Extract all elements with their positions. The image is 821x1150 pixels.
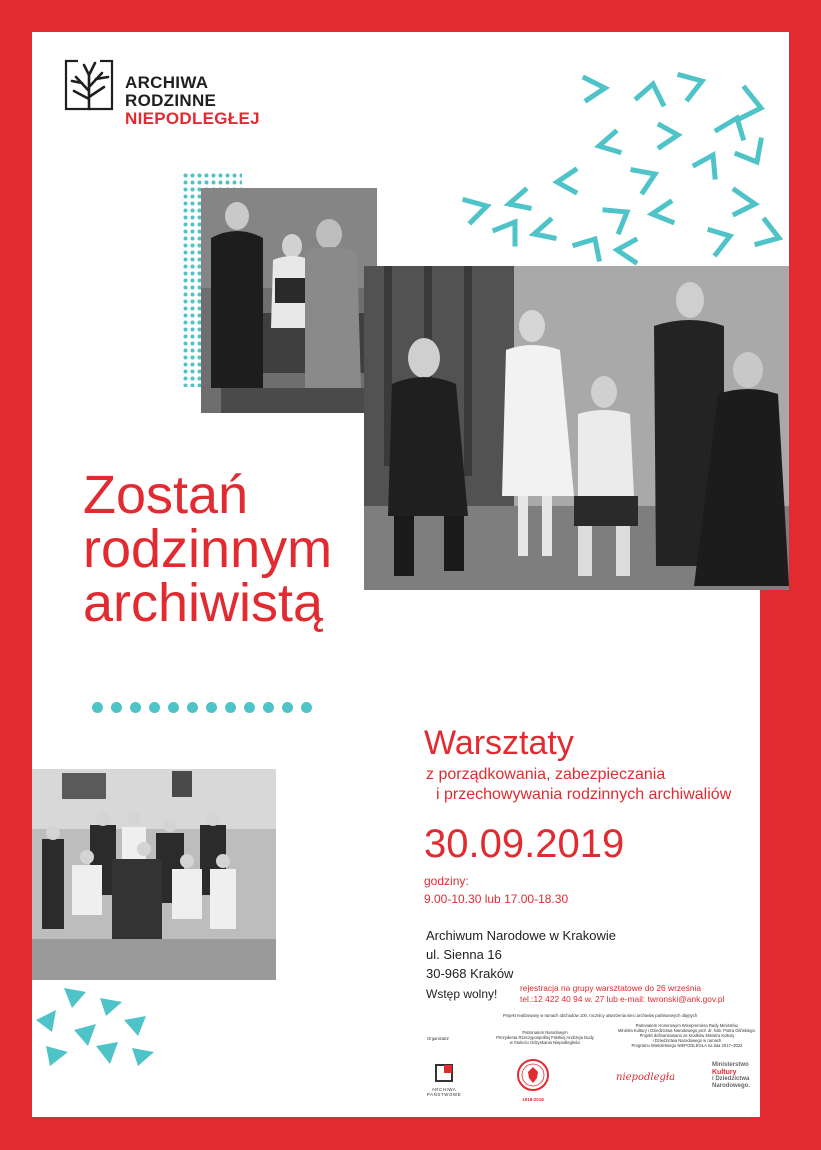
ministry-line-1: Ministerstwo xyxy=(712,1062,749,1068)
logo xyxy=(64,57,114,116)
frame-top xyxy=(0,0,821,32)
teal-triangle-pattern xyxy=(34,980,164,1070)
archiwa-panstwowe-line-2: PAŃSTWOWE xyxy=(426,1092,462,1097)
logo-centenary xyxy=(516,1058,550,1102)
workshop-subtitle-line-1: z porządkowania, zabezpieczania xyxy=(426,766,666,783)
dot xyxy=(263,702,274,713)
patron-minister-line-3: Projekt dofinansowano ze środków Ministra Kultury xyxy=(639,1033,735,1038)
dot xyxy=(92,702,103,713)
dot xyxy=(225,702,236,713)
eagle-emblem-icon xyxy=(516,1058,550,1092)
headline-line-3: archiwistą xyxy=(83,573,324,633)
footer-project-note: Projekt realizowany w ramach obchodów 100. rocznicy utworzenia sieci archiwów państwowych objętych xyxy=(502,1013,698,1018)
dot xyxy=(168,702,179,713)
dot xyxy=(130,702,141,713)
venue xyxy=(426,926,616,983)
photo-family-group xyxy=(364,266,789,590)
logo-text xyxy=(125,74,260,128)
logo-ministry xyxy=(712,1062,750,1090)
patron-national-line-3: w Stuleciu Odzyskania Niepodległości xyxy=(509,1040,581,1045)
workshop-subtitle xyxy=(420,765,740,805)
entry-free: Wstęp wolny! xyxy=(426,987,498,1001)
teal-chevron-pattern xyxy=(455,70,789,270)
photo-family-portrait-1 xyxy=(201,188,377,413)
headline-line-2: rodzinnym xyxy=(83,519,333,579)
dot xyxy=(111,702,122,713)
frame-bottom xyxy=(0,1117,821,1150)
red-band-right xyxy=(760,590,821,1120)
patron-national-line-2: Prezydenta Rzeczypospolitej Polskiej Andrzeja Dudy xyxy=(496,1035,594,1040)
patron-minister-line-4: i Dziedzictwa Narodowego w ramach xyxy=(652,1038,722,1043)
hours-value: 9.00-10.30 lub 17.00-18.30 xyxy=(424,892,569,906)
frame-left xyxy=(0,0,32,1150)
patron-minister-line-5: Programu Wieloletniego NIEPODLEGŁA na lata 2017–2022 xyxy=(631,1043,743,1048)
archiwa-panstwowe-icon xyxy=(435,1064,453,1082)
dot xyxy=(282,702,293,713)
logo-archiwa-panstwowe xyxy=(426,1064,462,1097)
patron-minister-line-1: Patronatem Honorowym Wicepremiera Rady Ministrów, xyxy=(635,1023,739,1028)
footer-organizer-label: Organizator xyxy=(427,1036,449,1041)
logo-niepodlegla: niepodległa xyxy=(616,1072,676,1083)
venue-city: 30-968 Kraków xyxy=(426,966,514,981)
centenary-years: 1918-2018 xyxy=(522,1097,544,1102)
ministry-line-3: i Dziedzictwa xyxy=(712,1076,750,1082)
hours-label: godziny: xyxy=(424,874,469,888)
photo-group-bottom xyxy=(32,769,276,980)
logo-line-3: NIEPODLEGŁEJ xyxy=(125,109,260,128)
dot xyxy=(244,702,255,713)
workshop-subtitle-line-2: i przechowywania rodzinnych archiwaliów xyxy=(436,786,732,803)
tree-icon xyxy=(64,57,114,111)
logo-line-2: RODZINNE xyxy=(125,91,217,110)
ministry-line-2: Kultury xyxy=(712,1069,737,1076)
footer-patron-national xyxy=(480,1030,610,1045)
dot xyxy=(206,702,217,713)
dot xyxy=(187,702,198,713)
footer-patron-minister xyxy=(612,1023,762,1048)
dot xyxy=(301,702,312,713)
workshop-date: 30.09.2019 xyxy=(424,822,625,866)
dot xyxy=(149,702,160,713)
registration-line-1: rejestracja na grupy warsztatowe do 26 września xyxy=(520,983,702,993)
logo-line-1: ARCHIWA xyxy=(125,73,209,92)
registration xyxy=(520,983,724,1005)
patron-minister-line-2: Ministra Kultury i Dziedzictwa Narodowego prof. dr. hab. Piotra Glińskiego. xyxy=(617,1028,756,1033)
venue-name: Archiwum Narodowe w Krakowie xyxy=(426,928,617,943)
archiwa-panstwowe-line-1: ARCHIWA xyxy=(431,1087,457,1092)
ministry-line-4: Narodowego. xyxy=(712,1083,751,1089)
registration-line-2: tel.:12 422 40 94 w. 27 lub e-mail: twronski@ank.gov.pl xyxy=(520,994,725,1004)
patron-national-line-1: Patronatem Narodowym xyxy=(522,1030,568,1035)
workshop-hours xyxy=(424,872,568,908)
workshop-title: Warsztaty xyxy=(424,724,574,762)
headline-line-1: Zostań xyxy=(83,465,249,525)
headline xyxy=(83,465,333,633)
venue-street: ul. Sienna 16 xyxy=(426,947,502,962)
